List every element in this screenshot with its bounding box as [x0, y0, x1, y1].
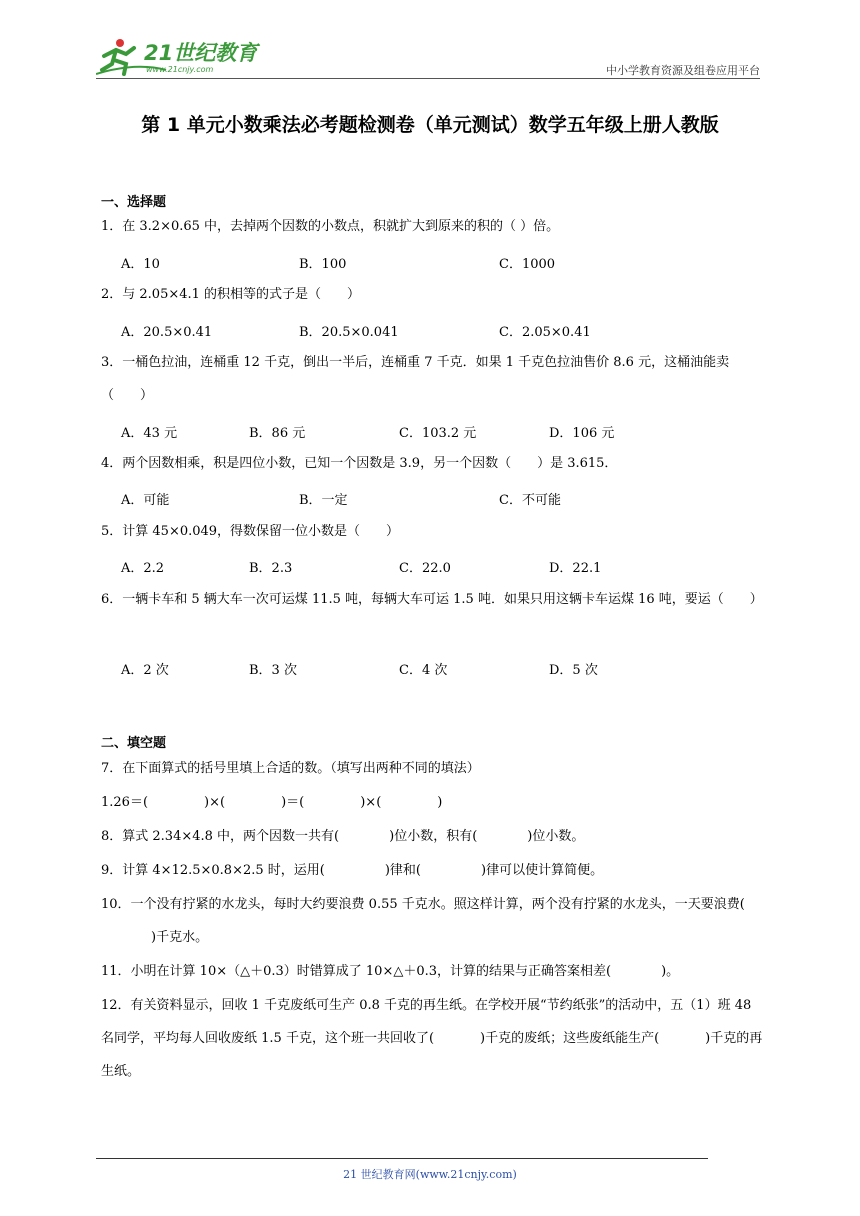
option: A．20.5×0.41 — [121, 325, 213, 340]
question-6: 6．一辆卡车和 5 辆大车一次可运煤 11.5 吨，每辆大车可运 1.5 吨．如果只用这辆卡车运煤 16 吨，要运（ ） — [101, 592, 763, 607]
question-5: 5．计算 45×0.049，得数保留一位小数是（ ） — [101, 524, 400, 539]
question-2: 2．与 2.05×4.1 的积相等的式子是（ ） — [101, 287, 361, 302]
footer-divider — [96, 1158, 708, 1159]
question-2-options — [121, 321, 761, 341]
question-11: 11．小明在计算 10×（△＋0.3）时错算成了 10×△＋0.3，计算的结果与正确答案相差( )。 — [101, 964, 680, 979]
option: B．一定 — [299, 493, 348, 508]
option: B．86 元 — [249, 426, 306, 441]
page-header — [96, 30, 760, 80]
platform-name: 中小学教育资源及组卷应用平台 — [606, 64, 760, 77]
logo-text: 21世纪教育 — [144, 41, 258, 65]
option: C．22.0 — [399, 561, 451, 576]
question-9: 9．计算 4×12.5×0.8×2.5 时，运用( )律和( )律可以使计算简便。 — [101, 863, 604, 878]
header-divider — [96, 78, 760, 79]
option: B．20.5×0.041 — [299, 325, 399, 340]
section-heading-choice: 一、选择题 — [101, 195, 167, 210]
question-4-options — [121, 489, 761, 509]
option: B．3 次 — [249, 663, 297, 678]
option: D．22.1 — [549, 561, 602, 576]
option: C．不可能 — [499, 493, 561, 508]
question-10: 10．一个没有拧紧的水龙头，每时大约要浪费 0.55 千克水。照这样计算，两个没有拧紧的水龙头，一天要浪费()千克水。 — [101, 897, 745, 945]
option: A．可能 — [121, 493, 170, 508]
option: D．106 元 — [549, 426, 615, 441]
option: A．10 — [121, 257, 160, 272]
question-3-options — [121, 422, 761, 442]
page-title: 第 1 单元小数乘法必考题检测卷（单元测试）数学五年级上册人教版 — [141, 114, 719, 136]
option: C．4 次 — [399, 663, 448, 678]
option: A．2.2 — [121, 561, 165, 576]
option: A．2 次 — [121, 663, 169, 678]
question-12: 12．有关资料显示，回收 1 千克废纸可生产 0.8 千克的再生纸。在学校开展“节约纸张”的活动中，五（1）班 48 名同学，平均每人回收废纸 1.5 千克，这个班一共回收了( )千克的废纸；这些废纸能生产( )千克的再生纸。 — [101, 998, 763, 1079]
question-6-options — [121, 659, 761, 679]
logo-url: www.21cnjy.com — [146, 65, 214, 74]
footer-link[interactable]: 21 世纪教育网(www.21cnjy.com) — [343, 1168, 517, 1181]
question-7: 7．在下面算式的括号里填上合适的数。（填写出两种不同的填法） — [101, 761, 480, 776]
question-1: 1．在 3.2×0.65 中，去掉两个因数的小数点，积就扩大到原来的积的（ ）倍。 — [101, 219, 560, 234]
question-5-options — [121, 557, 761, 577]
question-8: 8．算式 2.34×4.8 中，两个因数一共有( )位小数，积有( )位小数。 — [101, 829, 585, 844]
question-7-formula: 1.26＝( )×( )＝( )×( ) — [101, 795, 443, 810]
option: B．100 — [299, 257, 347, 272]
option: B．2.3 — [249, 561, 293, 576]
option: C．2.05×0.41 — [499, 325, 591, 340]
question-4: 4．两个因数相乘，积是四位小数，已知一个因数是 3.9，另一个因数（ ）是 3.615． — [101, 456, 618, 471]
question-1-options — [121, 253, 761, 273]
option: D．5 次 — [549, 663, 598, 678]
question-3: 3．一桶色拉油，连桶重 12 千克，倒出一半后，连桶重 7 千克．如果 1 千克色拉油售价 8.6 元，这桶油能卖（ ） — [101, 355, 730, 403]
option: C．1000 — [499, 257, 556, 272]
section-heading-fill: 二、填空题 — [101, 736, 167, 751]
logo — [96, 34, 266, 76]
option: C．103.2 元 — [399, 426, 477, 441]
option: A．43 元 — [121, 426, 178, 441]
